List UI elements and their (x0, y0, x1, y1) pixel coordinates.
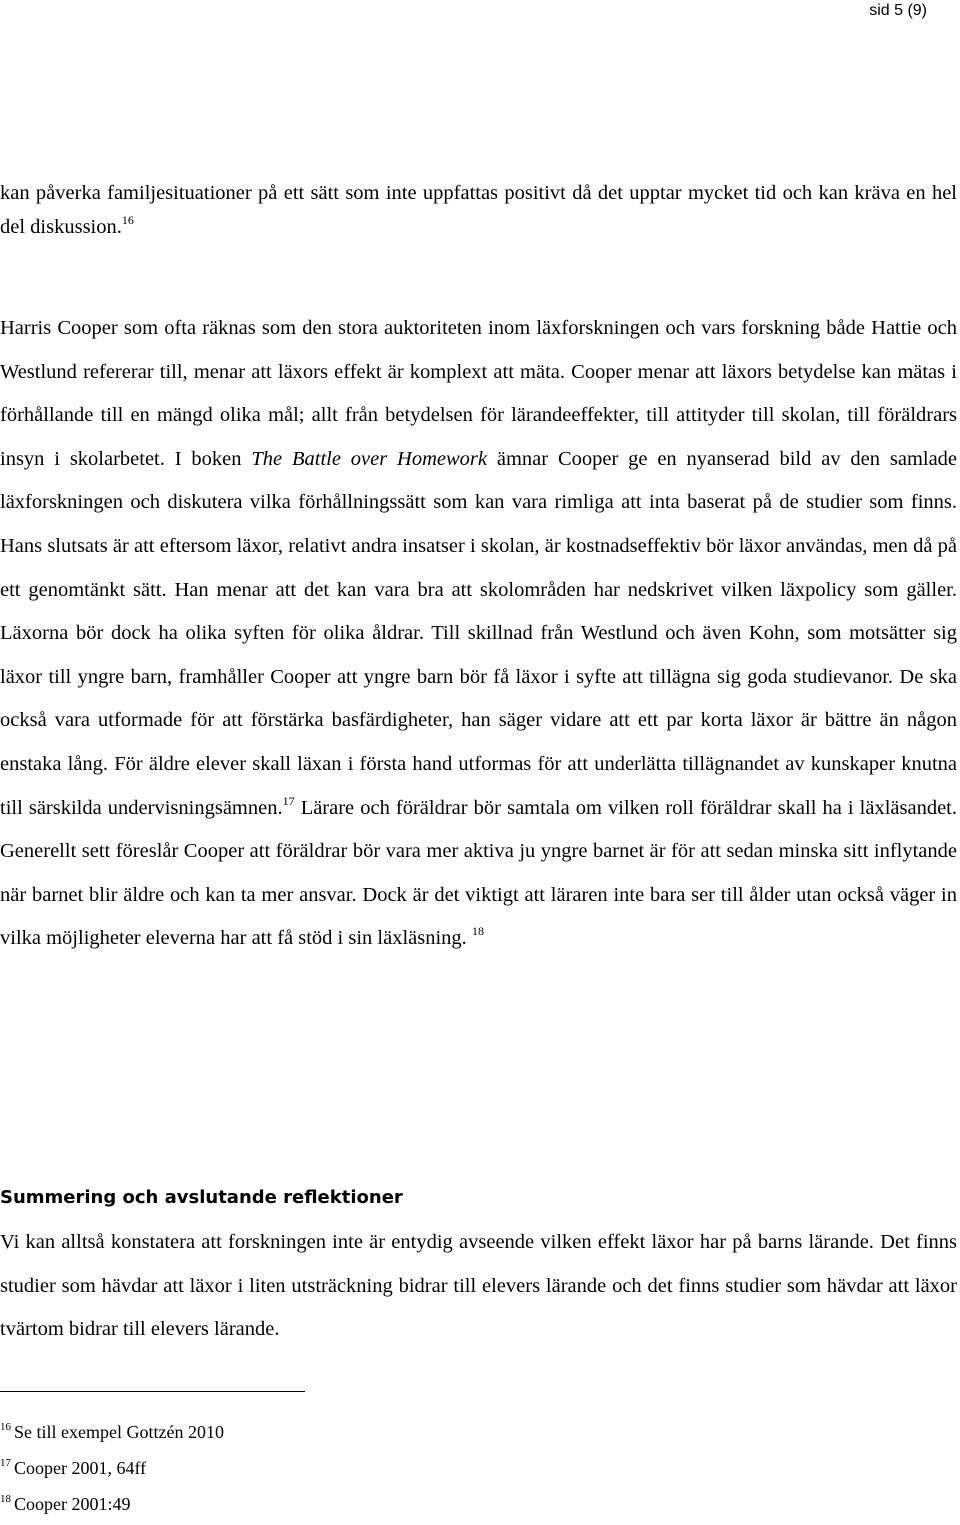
page-number: sid 5 (9) (869, 2, 927, 19)
footnote-17 (0, 1453, 224, 1489)
footnote-number: 16 (0, 1421, 11, 1433)
footnote-16 (0, 1417, 224, 1453)
intro-text: kan påverka familjesituationer på ett sätt som inte uppfattas positivt då det upptar mycket tid och kan kräva en hel del diskussion. (0, 182, 957, 238)
footnote-number: 17 (0, 1457, 11, 1469)
footnote-ref-18: 18 (471, 924, 484, 939)
footnote-number: 18 (0, 1493, 11, 1505)
footnote-18 (0, 1489, 224, 1525)
main-paragraph (0, 307, 957, 961)
footnote-ref-17: 17 (282, 793, 295, 808)
book-title: The Battle over Homework (251, 447, 488, 470)
footnote-divider (0, 1391, 305, 1392)
summary-text: Vi kan alltså konstatera att forskningen inte är entydig avseende vilken effekt läxor har på barns lärande. Det finns studier som hävdar att läxor i liten utsträckning bidrar till elevers lärande och det finns studier som hävdar att läxor tvärtom bidrar till elevers lärande. (0, 1231, 957, 1341)
summary-paragraph (0, 1221, 957, 1352)
main-text-part2: ämnar Cooper ge en nyanserad bild av den samlade läxforskningen och diskutera vilka förhållningssätt som kan vara rimliga att inta baserat på de studier som finns. Hans slutsats är att eftersom läxor, relativt andra insatser i skolan, är kostnadseffektiv bör läxor användas, men då på ett genomtänkt sätt. Han menar att det kan vara bra att skolområden har nedskrivet vilken läxpolicy som gäller. Läxorna bör dock ha olika syften för olika åldrar. Till skillnad från Westlund och även Kohn, som motsätter sig läxor till yngre barn, framhåller Cooper att yngre barn bör få läxor i syfte att tillägna sig goda studievanor. De ska också vara utformade för att förstärka basfärdigheter, han säger vidare att ett par korta läxor är bättre än någon enstaka lång. För äldre elever skall läxan i första hand utformas för att underlätta tillägnandet av kunskaper knutna till särskilda undervisningsämnen. (0, 447, 958, 819)
footnote-text: Cooper 2001:49 (14, 1494, 131, 1514)
footnote-text: Cooper 2001, 64ff (14, 1458, 147, 1478)
section-heading: Summering och avslutande reflektioner (0, 1187, 403, 1208)
footnote-text: Se till exempel Gottzén 2010 (14, 1422, 224, 1442)
footnotes (0, 1417, 224, 1525)
main-text-part3: Lärare och föräldrar bör samtala om vilken roll föräldrar skall ha i läxläsandet. Generellt sett föreslår Cooper att föräldrar bör vara mer aktiva ju yngre barnet är för att sedan minska sitt inflytande när barnet blir äldre och kan ta mer ansvar. Dock är det viktigt att läraren inte bara ser till ålder utan också väger in vilka möjligheter eleverna har att få stöd i sin läxläsning. (0, 796, 957, 950)
intro-paragraph (0, 176, 957, 244)
footnote-ref-16: 16 (121, 213, 134, 227)
main-text-part1: Harris Cooper som ofta räknas som den stora auktoriteten inom läxforskningen och vars forskning både Hattie och Westlund refererar till, menar att läxors effekt är komplext att mäta. Cooper menar att läxors betydelse kan mätas i förhållande till en mängd olika mål; allt från betydelsen för lärandeeffekter, till attityder till skolan, till föräldrars insyn i skolarbetet. I boken (0, 317, 957, 470)
